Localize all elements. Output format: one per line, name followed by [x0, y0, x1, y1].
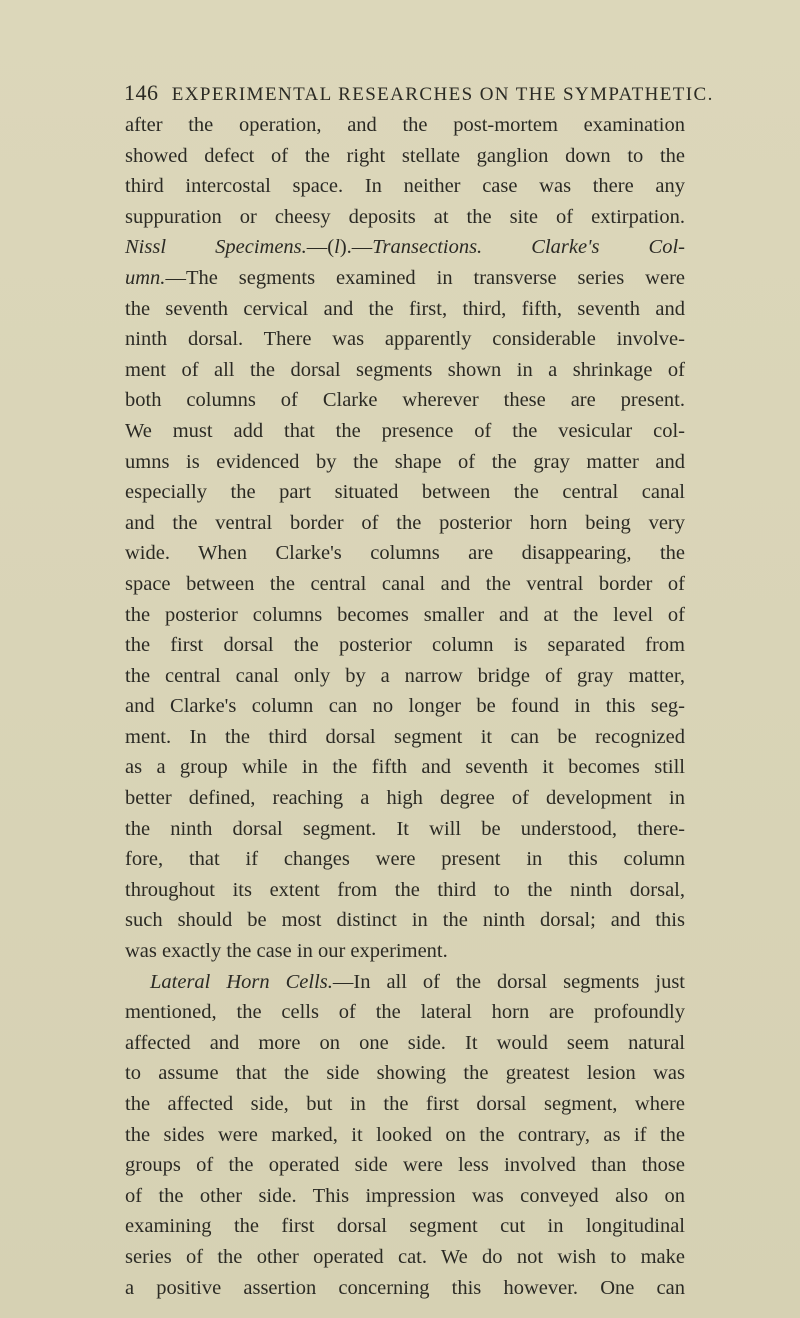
text-line [125, 600, 685, 631]
text-segment: both columns of Clarke wherever these are present. [125, 389, 685, 412]
text-line [125, 263, 685, 294]
text-segment: mentioned, the cells of the lateral horn are profoundly [125, 1001, 685, 1024]
text-segment: ).— [339, 236, 373, 259]
text-segment: and the ventral border of the posterior horn being very [125, 511, 685, 534]
body-text [125, 110, 685, 1303]
text-line [125, 661, 685, 692]
text-line [125, 1028, 685, 1059]
text-segment: showed defect of the right stellate ganglion down to the [125, 144, 685, 167]
text-line [125, 814, 685, 845]
text-line [125, 691, 685, 722]
text-segment: the sides were marked, it looked on the contrary, as if the [125, 1123, 685, 1146]
text-line [125, 1150, 685, 1181]
text-line [125, 202, 685, 233]
text-line [125, 1181, 685, 1212]
text-line [125, 232, 685, 263]
text-line [125, 722, 685, 753]
text-line [125, 1242, 685, 1273]
text-segment: a positive assertion concerning this however. One can [125, 1276, 685, 1299]
text-segment: ment of all the dorsal segments shown in a shrinkage of [125, 358, 685, 381]
text-segment: after the operation, and the post-mortem examination [125, 114, 685, 136]
text-segment: We must add that the presence of the vesicular col- [125, 419, 685, 442]
text-segment: the posterior columns becomes smaller and at the level of [125, 603, 685, 626]
italic-text: Transections. Clarke's Col- [372, 236, 685, 259]
text-segment: and Clarke's column can no longer be found in this seg- [125, 695, 685, 718]
text-line [125, 875, 685, 906]
text-segment: as a group while in the fifth and seventh it becomes still [125, 756, 685, 779]
text-segment: ment. In the third dorsal segment it can be recognized [125, 725, 685, 748]
text-line [125, 783, 685, 814]
text-segment: the seventh cervical and the first, third, fifth, seventh and [125, 297, 685, 320]
text-line [125, 967, 685, 998]
text-line [125, 171, 685, 202]
italic-text: l [334, 236, 340, 259]
text-segment: fore, that if changes were present in this column [125, 848, 685, 871]
text-line [125, 569, 685, 600]
italic-text: Lateral Horn Cells. [150, 970, 333, 993]
text-line [125, 752, 685, 783]
text-segment: —In all of the dorsal segments just [332, 970, 685, 993]
text-segment: —( [306, 236, 335, 259]
text-line [125, 477, 685, 508]
text-segment: space between the central canal and the ventral border of [125, 572, 685, 595]
text-line [125, 1120, 685, 1151]
text-segment: wide. When Clarke's columns are disappearing, the [125, 542, 685, 565]
text-line [125, 844, 685, 875]
text-segment: throughout its extent from the third to the ninth dorsal, [125, 878, 685, 901]
text-segment: examining the first dorsal segment cut in longitudinal [125, 1215, 685, 1238]
text-line [125, 294, 685, 325]
text-line [125, 110, 685, 141]
text-segment: was exactly the case in our experiment. [125, 940, 448, 963]
text-segment: better defined, reaching a high degree of development in [125, 787, 685, 810]
text-line [125, 141, 685, 172]
text-segment: the affected side, but in the first dorsal segment, where [125, 1093, 685, 1115]
text-line [125, 416, 685, 447]
text-line [125, 1211, 685, 1242]
text-segment: the central canal only by a narrow bridge of gray matter, [125, 664, 685, 687]
page-number: 146 [124, 80, 159, 105]
text-segment: ninth dorsal. There was apparently considerable involve- [125, 328, 685, 351]
text-segment: suppuration or cheesy deposits at the site of extirpation. [125, 205, 685, 228]
text-segment: umns is evidenced by the shape of the gray matter and [125, 450, 685, 473]
text-segment: to assume that the side showing the greatest lesion was [125, 1062, 685, 1085]
italic-text: umn. [125, 266, 166, 289]
text-line [125, 1273, 685, 1304]
text-line [125, 324, 685, 355]
text-line [125, 905, 685, 936]
text-segment: of the other side. This impression was conveyed also on [125, 1184, 685, 1207]
text-line [125, 355, 685, 386]
text-segment: groups of the operated side were less involved than those [125, 1154, 685, 1177]
text-segment: —The segments examined in transverse series were [165, 266, 685, 289]
text-segment: affected and more on one side. It would seem natural [125, 1031, 685, 1054]
running-head-title: EXPERIMENTAL RESEARCHES ON THE SYMPATHETIC. [171, 84, 714, 105]
text-segment: especially the part situated between the central canal [125, 481, 685, 504]
text-line [125, 538, 685, 569]
text-segment: series of the other operated cat. We do not wish to make [125, 1245, 685, 1268]
text-line [125, 630, 685, 661]
text-segment: third intercostal space. In neither case was there any [125, 175, 685, 198]
text-line [125, 447, 685, 478]
text-line [125, 508, 685, 539]
italic-text: Nissl Specimens. [125, 236, 307, 259]
running-head [124, 80, 714, 106]
text-line [125, 936, 685, 967]
text-line [125, 997, 685, 1028]
text-line [125, 385, 685, 416]
text-segment: the first dorsal the posterior column is separated from [125, 634, 685, 657]
text-line [125, 1058, 685, 1089]
text-line [125, 1089, 685, 1120]
text-segment: such should be most distinct in the ninth dorsal; and this [125, 909, 685, 932]
text-segment: the ninth dorsal segment. It will be understood, there- [125, 817, 685, 840]
